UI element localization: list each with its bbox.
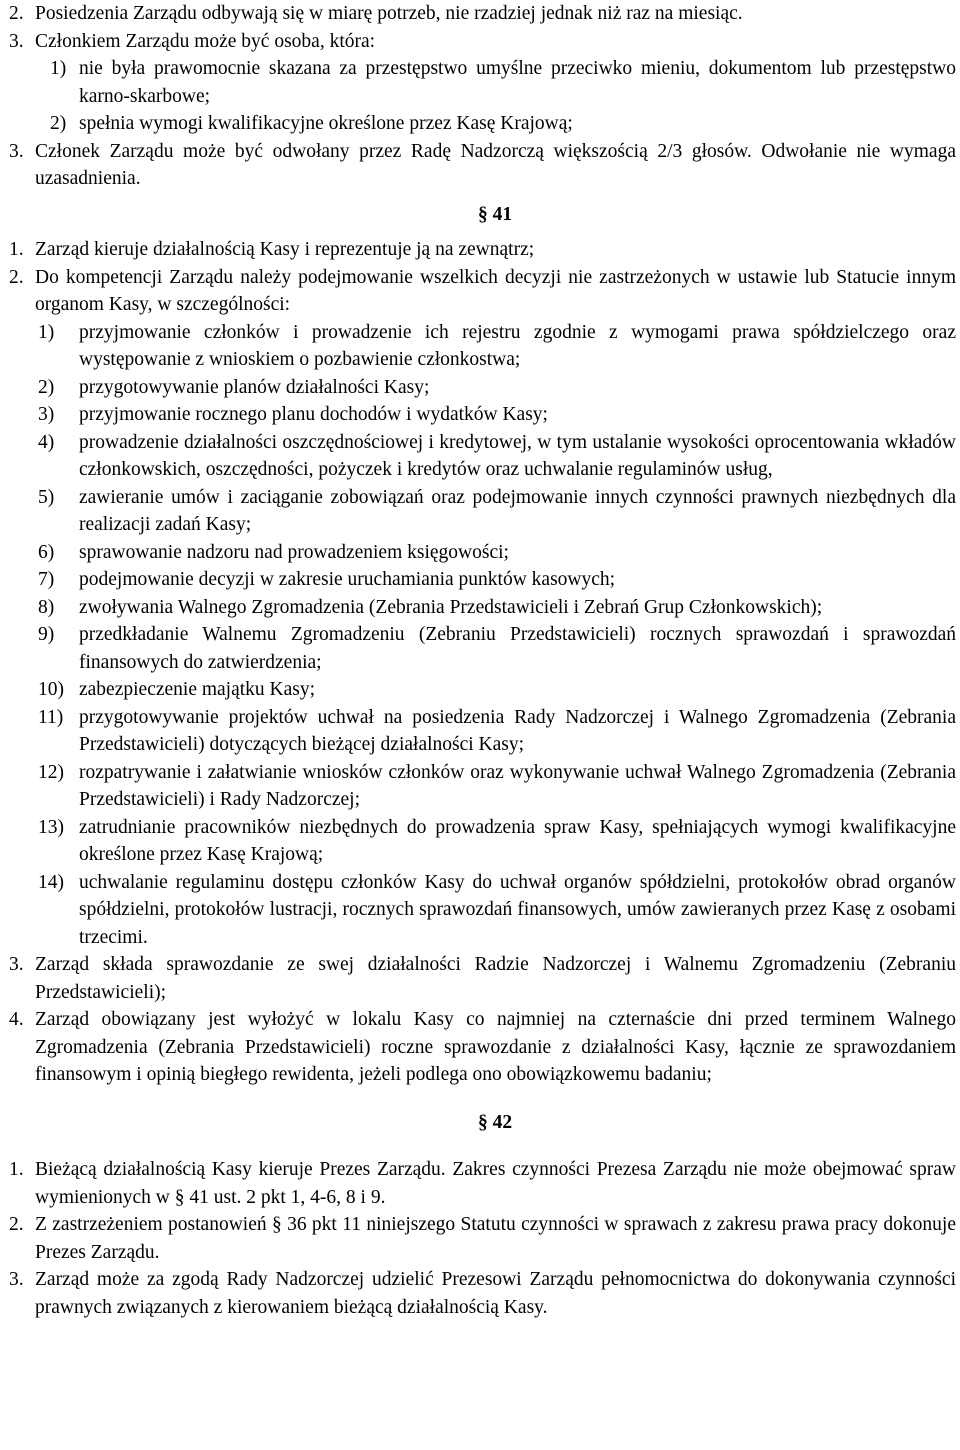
sub-list-item <box>0 594 960 622</box>
item-number: 13) <box>38 816 64 838</box>
item-text: spełnia wymogi kwalifikacyjne określone przez Kasę Krajową; <box>79 113 573 134</box>
item-text: przedkładanie Walnemu Zgromadzeniu (Zebraniu Przedstawicieli) rocznych sprawozdań i sprawozdań finansowych do zatwierdzenia; <box>79 624 956 673</box>
section-heading-41: § 41 <box>477 203 513 225</box>
item-text: przygotowywanie planów działalności Kasy; <box>79 376 430 398</box>
sub-list-item <box>0 539 960 567</box>
section-41 <box>0 236 960 1089</box>
item-number: 2) <box>50 113 67 134</box>
item-number: 2. <box>9 3 24 24</box>
sub-list-item <box>0 484 960 539</box>
sub-list-item <box>0 814 960 869</box>
item-number: 1. <box>9 239 24 260</box>
item-text: Do kompetencji Zarządu należy podejmowanie wszelkich decyzji nie zastrzeżonych w ustawie lub Statucie innym organom Kasy, w szczególności: <box>35 266 956 315</box>
item-number: 3. <box>9 30 24 52</box>
item-number: 3. <box>9 140 24 162</box>
list-item <box>0 1006 960 1089</box>
sub-list-item <box>0 704 960 759</box>
item-text: Zarząd może za zgodą Rady Nadzorczej udzielić Prezesowi Zarządu pełnomocnictwa do dokonywania czynności prawnych związanych z kierowaniem bieżącą działalnością Kasy. <box>35 1269 956 1318</box>
sub-list-item <box>0 110 960 138</box>
item-text: zatrudnianie pracowników niezbędnych do prowadzenia spraw Kasy, spełniających wymogi kwalifikacyjne określone przez Kasę Krajową; <box>79 816 956 865</box>
sub-list-item <box>0 676 960 704</box>
list-item <box>0 1156 960 1211</box>
sub-list-item <box>0 621 960 676</box>
item-text: uchwalanie regulaminu dostępu członków Kasy do uchwał organów spółdzielni, protokołów obrad organów spółdzielni, protokołów lustracji, rocznych sprawozdań finansowych, umów zawieranych przez Kasę z osobami trzecimi. <box>79 871 956 948</box>
item-text: nie była prawomocnie skazana za przestępstwo umyślne przeciwko mieniu, dokumentom lub przestępstwo karno-skarbowe; <box>79 58 956 107</box>
sub-list-item <box>0 429 960 484</box>
item-text: przyjmowanie rocznego planu dochodów i wydatków Kasy; <box>79 404 548 425</box>
sub-list-item <box>0 55 960 110</box>
item-number: 3) <box>38 404 55 425</box>
item-text: podejmowanie decyzji w zakresie uruchamiania punktów kasowych; <box>79 569 616 590</box>
list-item <box>0 0 960 28</box>
list-item <box>0 1266 960 1321</box>
item-number: 3. <box>9 1269 24 1290</box>
sub-list-item <box>0 566 960 594</box>
list-item <box>0 1211 960 1266</box>
item-text: zawieranie umów i zaciąganie zobowiązań oraz podejmowanie innych czynności prawnych niezbędnych dla realizacji zadań Kasy; <box>79 486 956 535</box>
item-text: Zarząd kieruje działalnością Kasy i reprezentuje ją na zewnątrz; <box>35 239 535 260</box>
item-number: 1. <box>9 1159 24 1180</box>
item-number: 6) <box>38 541 55 563</box>
item-number: 1) <box>38 321 55 343</box>
list-item <box>0 236 960 264</box>
item-number: 3. <box>9 954 24 975</box>
item-text: Członkiem Zarządu może być osoba, która: <box>35 30 376 52</box>
item-number: 2. <box>9 1214 24 1235</box>
item-text: Bieżącą działalnością Kasy kieruje Prezes Zarządu. Zakres czynności Prezesa Zarządu nie może obejmować spraw wymienionych w § 41 ust. 2 pkt 1, 4-6, 8 i 9. <box>35 1159 956 1208</box>
block-top <box>0 0 960 193</box>
item-number: 2) <box>38 376 55 398</box>
sub-list-item <box>0 869 960 952</box>
item-number: 2. <box>9 266 24 288</box>
sub-list-item <box>0 319 960 374</box>
list-item <box>0 264 960 319</box>
item-text: sprawowanie nadzoru nad prowadzeniem księgowości; <box>79 541 509 563</box>
list-item <box>0 28 960 56</box>
section-42 <box>0 1156 960 1321</box>
item-text: Z zastrzeżeniem postanowień § 36 pkt 11 niniejszego Statutu czynności w sprawach z zakresu prawa pracy dokonuje Prezes Zarządu. <box>35 1214 956 1263</box>
item-text: przygotowywanie projektów uchwał na posiedzenia Rady Nadzorczej i Walnego Zgromadzenia (Zebrania Przedstawicieli) dotyczących bieżącej działalności Kasy; <box>79 706 956 755</box>
item-number: 14) <box>38 871 64 893</box>
item-text: prowadzenie działalności oszczędnościowej i kredytowej, w tym ustalanie wysokości oprocentowania wkładów członkowskich, oszczędności, pożyczek i kredytów oraz uchwalanie regulaminów usług, <box>79 431 956 480</box>
sub-list-item <box>0 374 960 402</box>
item-text: przyjmowanie członków i prowadzenie ich rejestru zgodnie z wymogami prawa spółdzielczego oraz występowanie z wnioskiem o pozbawienie członkostwa; <box>79 321 956 370</box>
item-text: zwoływania Walnego Zgromadzenia (Zebrania Przedstawicieli i Zebrań Grup Członkowskich); <box>79 596 823 618</box>
sub-list-item <box>0 759 960 814</box>
item-text: Posiedzenia Zarządu odbywają się w miarę potrzeb, nie rzadziej jednak niż raz na miesiąc. <box>35 3 743 24</box>
list-item <box>0 951 960 1006</box>
item-number: 7) <box>38 569 55 590</box>
item-text: rozpatrywanie i załatwianie wniosków członków oraz wykonywanie uchwał Walnego Zgromadzenia (Zebrania Przedstawicieli) i Rady Nadzorczej; <box>79 761 956 810</box>
item-number: 12) <box>38 761 64 783</box>
item-number: 11) <box>38 706 64 728</box>
sub-list-item <box>0 401 960 429</box>
item-text: zabezpieczenie majątku Kasy; <box>79 679 316 700</box>
section-heading-42: § 42 <box>477 1111 513 1133</box>
item-number: 10) <box>38 679 64 700</box>
item-text: Zarząd obowiązany jest wyłożyć w lokalu Kasy co najmniej na czternaście dni przed terminem Walnego Zgromadzenia (Zebrania Przedstawicieli) roczne sprawozdanie z działalności Kasy, łącznie ze sprawozdaniem finansowym i opinią biegłego rewidenta, jeżeli podlega ono obowiązkowemu badaniu; <box>35 1009 956 1085</box>
item-number: 8) <box>38 596 55 618</box>
item-text: Zarząd składa sprawozdanie ze swej działalności Radzie Nadzorczej i Walnemu Zgromadzeniu (Zebraniu Przedstawicieli); <box>35 954 956 1003</box>
item-number: 9) <box>38 624 55 645</box>
item-text: Członek Zarządu może być odwołany przez Radę Nadzorczą większością 2/3 głosów. Odwołanie nie wymaga uzasadnienia. <box>35 140 956 189</box>
item-number: 1) <box>50 58 67 79</box>
list-item <box>0 138 960 193</box>
item-number: 4) <box>38 431 55 453</box>
item-number: 4. <box>9 1009 24 1030</box>
item-number: 5) <box>38 486 55 508</box>
